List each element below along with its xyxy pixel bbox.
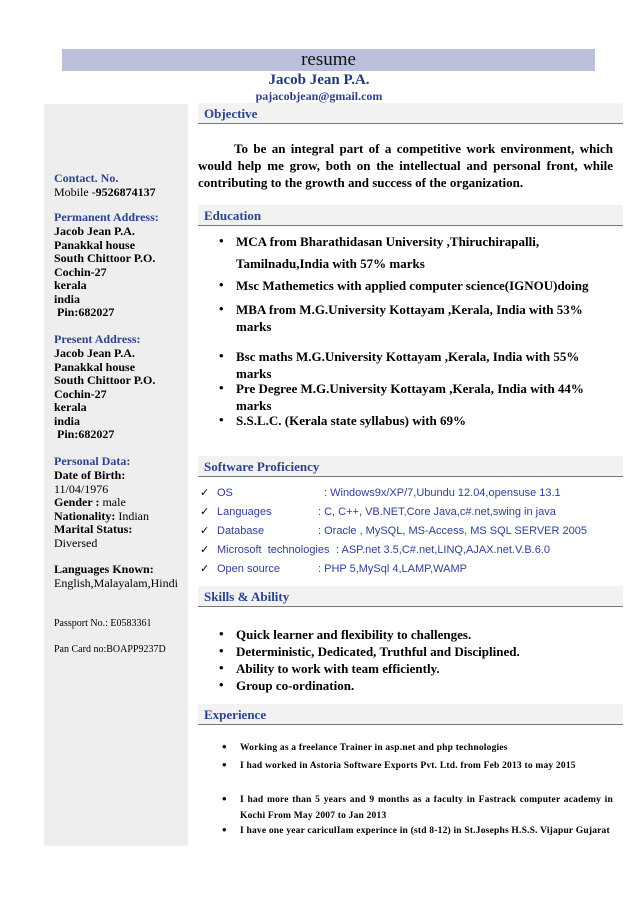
education-item: MBA from M.G.University Kottayam ,Kerala, India with 53% marks xyxy=(236,302,583,334)
experience-heading: Experience xyxy=(204,707,267,722)
permanent-address xyxy=(54,225,155,320)
mobile-line xyxy=(54,186,156,200)
address-line: Pin:682027 xyxy=(54,427,115,441)
languages-label: Languages Known: xyxy=(54,562,154,576)
dob-value: 11/04/1976 xyxy=(54,481,109,496)
resume-title: resume xyxy=(301,49,356,70)
skills-heading: Skills & Ability xyxy=(204,589,290,604)
candidate-name: Jacob Jean P.A. xyxy=(268,72,370,88)
software-value: : ASP.net 3.5,C#.net,LINQ,AJAX.net.V.B.6.0 xyxy=(336,544,551,556)
education-item: Tamilnadu,India with 57% marks xyxy=(236,256,425,271)
skill-item: Deterministic, Dedicated, Truthful and Disciplined. xyxy=(236,644,520,659)
bullet-icon: • xyxy=(219,677,224,692)
bullet-icon: • xyxy=(219,660,224,675)
software-section-header xyxy=(198,456,623,477)
bullet-icon: • xyxy=(222,739,227,754)
education-item: Bsc maths M.G.University Kottayam ,Kerala, India with 55% marks xyxy=(236,349,580,381)
experience-item: I have one year cariculIam experince in (std 8-12) in St.Josephs H.S.S. Vijapur Gujarat xyxy=(240,826,610,836)
experience-item: I had worked in Astoria Software Exports Pvt. Ltd. from Feb 2013 to may 2015 xyxy=(240,761,576,771)
software-value: : PHP 5,MySql 4,LAMP,WAMP xyxy=(318,563,467,575)
address-line: Cochin-27 xyxy=(54,386,107,401)
candidate-email: pajacobjean@gmail.com xyxy=(255,89,383,103)
permanent-address-heading: Permanent Address: xyxy=(54,210,159,224)
skill-item: Group co-ordination. xyxy=(236,678,355,693)
languages-value: English,Malayalam,Hindi xyxy=(54,576,178,590)
software-label: Database xyxy=(217,525,265,537)
skill-item: Quick learner and flexibility to challenges. xyxy=(236,627,472,642)
software-heading: Software Proficiency xyxy=(204,459,320,474)
experience-item: Working as a freelance Trainer in asp.net and php technologies xyxy=(240,743,508,753)
pan-card-number: Pan Card no:BOAPP9237D xyxy=(54,644,166,655)
gender-label: Gender : xyxy=(54,495,103,509)
checkmark-icon: ✓ xyxy=(200,562,210,575)
personal-data-heading: Personal Data: xyxy=(54,454,131,468)
passport-number: Passport No.: E0583361 xyxy=(54,618,152,629)
bullet-icon: • xyxy=(219,412,224,427)
software-label: Microsoft technologies xyxy=(217,544,330,556)
personal-data xyxy=(54,469,149,550)
bullet-icon: • xyxy=(219,626,224,641)
skills-section-header xyxy=(198,586,623,607)
software-value: : Oracle , MySQL, MS-Access, MS SQL SERVER 2005 xyxy=(318,525,587,537)
gender-value: male xyxy=(102,495,126,509)
skill-item: Ability to work with team efficiently. xyxy=(236,661,440,676)
marital-value: Diversed xyxy=(54,535,98,550)
marital-label: Marital Status: xyxy=(54,522,133,536)
experience-section-header xyxy=(198,704,623,725)
objective-text xyxy=(198,140,613,191)
education-section-header xyxy=(198,205,623,226)
address-line: Jacob Jean P.A. xyxy=(54,346,135,360)
address-line: kerala xyxy=(54,400,87,414)
bullet-icon: • xyxy=(219,277,224,292)
bullet-icon: • xyxy=(219,348,224,363)
address-line: kerala xyxy=(54,278,87,292)
checkmark-icon: ✓ xyxy=(200,524,210,537)
bullet-icon: • xyxy=(222,757,227,772)
software-value: : C, C++, VB.NET,Core Java,c#.net,swing in java xyxy=(318,506,556,518)
gender-line xyxy=(54,496,149,510)
address-line: Pin:682027 xyxy=(54,305,115,319)
contact-heading: Contact. No. xyxy=(54,171,119,185)
bullet-icon: • xyxy=(219,233,224,248)
software-label: Languages xyxy=(217,506,272,518)
present-address xyxy=(54,347,155,442)
address-line: india xyxy=(54,413,81,428)
objective-paragraph: To be an integral part of a competitive work environment, which would help me grow, both on the intellectual and personal front, while contributing to the growth and success of the organization. xyxy=(198,141,613,190)
address-line: South Chittoor P.O. xyxy=(54,373,156,387)
address-line: india xyxy=(54,291,81,306)
nationality-value: Indian xyxy=(118,508,149,523)
checkmark-icon: ✓ xyxy=(200,486,210,499)
dob-label: Date of Birth: xyxy=(54,468,126,482)
present-address-heading: Present Address: xyxy=(54,332,141,346)
bullet-icon: • xyxy=(219,301,224,316)
software-value: : Windows9x/XP/7,Ubundu 12.04,opensuse 13.1 xyxy=(324,487,561,499)
bullet-icon: • xyxy=(222,822,227,837)
address-line: Panakkal house xyxy=(54,237,136,252)
education-heading: Education xyxy=(204,208,262,223)
education-item: S.S.L.C. (Kerala state syllabus) with 69% xyxy=(236,413,467,428)
address-line: South Chittoor P.O. xyxy=(54,251,156,265)
checkmark-icon: ✓ xyxy=(200,543,210,556)
bullet-icon: • xyxy=(222,791,227,806)
objective-heading: Objective xyxy=(204,106,258,121)
nationality-label: Nationality: xyxy=(54,508,119,523)
experience-item: I had more than 5 years and 9 months as a faculty in Fastrack computer academy in Kochi From May 2007 to Jan 2013 xyxy=(240,795,613,821)
resume-title-bar xyxy=(62,49,595,71)
nationality-line xyxy=(54,510,149,524)
mobile-label: Mobile - xyxy=(54,185,96,199)
education-item: MCA from Bharathidasan University ,Thiruchirapalli, xyxy=(236,234,540,249)
address-line: Jacob Jean P.A. xyxy=(54,224,135,238)
education-item: Msc Mathemetics with applied computer science(IGNOU)doing xyxy=(236,278,589,293)
software-label: Open source xyxy=(217,563,280,575)
education-item: Pre Degree M.G.University Kottayam ,Kerala, India with 44% marks xyxy=(236,381,584,413)
bullet-icon: • xyxy=(219,643,224,658)
bullet-icon: • xyxy=(219,380,224,395)
checkmark-icon: ✓ xyxy=(200,505,210,518)
objective-section-header xyxy=(198,103,623,124)
address-line: Cochin-27 xyxy=(54,264,107,279)
mobile-value: 9526874137 xyxy=(95,185,156,199)
address-line: Panakkal house xyxy=(54,359,136,374)
software-label: OS xyxy=(217,487,233,499)
